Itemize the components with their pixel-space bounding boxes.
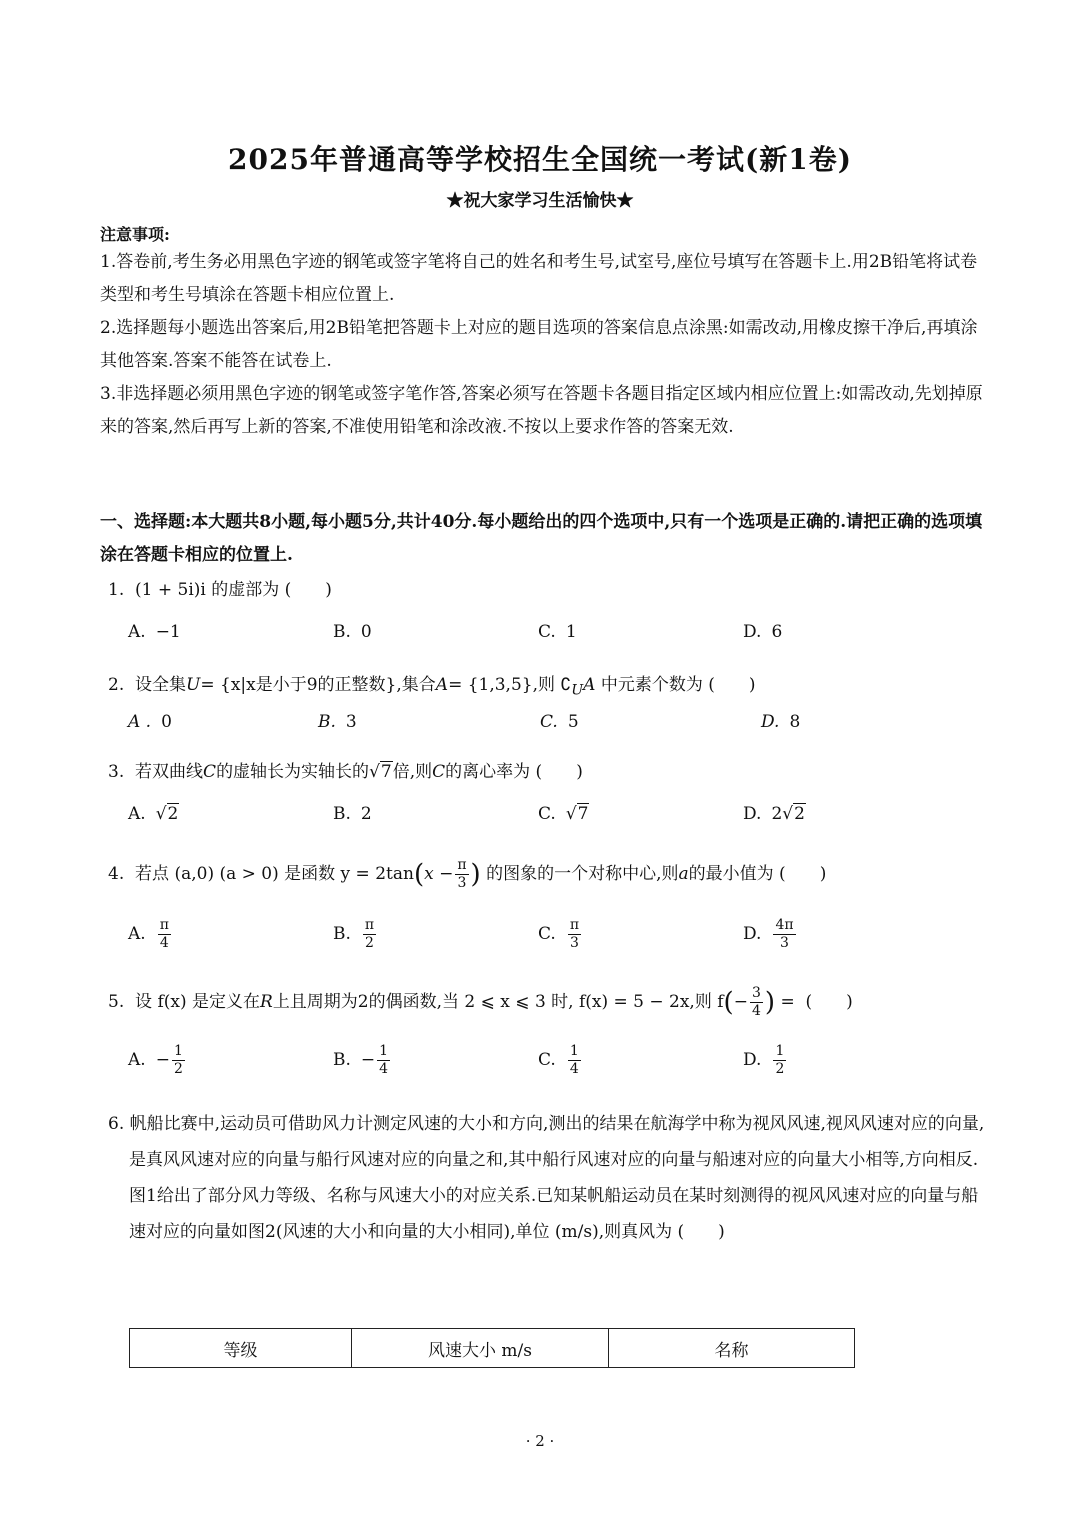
option-a[interactable] [128, 904, 173, 964]
notice-list [100, 246, 984, 444]
option-c[interactable] [538, 1030, 583, 1090]
option-text: 0 [360, 622, 372, 642]
option-c[interactable] [538, 904, 583, 964]
table-header-cell: 风速大小 m/s [352, 1329, 609, 1368]
option-text: 2 [360, 804, 372, 824]
question-3-stem [108, 760, 583, 784]
option-label: B. [318, 712, 336, 732]
question-6-body [108, 1106, 988, 1250]
option-label: A. [128, 804, 146, 824]
question-text: 的图象的一个对称中心,则 [486, 864, 679, 884]
option-label: C. [538, 924, 556, 944]
question-text: 的离心率为 ( ) [445, 762, 583, 782]
radicand: 2 [794, 804, 805, 824]
exam-subtitle: ★祝大家学习生活愉快★ [446, 191, 634, 211]
option-label: C. [540, 712, 558, 732]
option-d[interactable] [761, 692, 800, 752]
option-a[interactable] [128, 692, 172, 752]
sqrt-symbol: √7 [565, 804, 589, 824]
fraction [568, 1043, 581, 1078]
fraction [455, 857, 468, 892]
numerator: 4π [775, 916, 794, 933]
option-sign: − [360, 1050, 376, 1070]
question-text: 中元素个数为 ( ) [600, 675, 756, 695]
question-number: 4. [108, 864, 125, 884]
fraction [377, 1043, 390, 1078]
denominator: 2 [365, 934, 374, 951]
option-d[interactable]: D. 2 √2 [743, 804, 805, 824]
question-6 [108, 1106, 988, 1250]
question-number: 3. [108, 762, 125, 782]
denominator: 2 [775, 1060, 785, 1077]
question-text: 帆船比赛中,运动员可借助风力计测定风速的大小和方向,测出的结果在航海学中称为视风风速,视风风速对应的向量,是真风风速对应的向量与船行风速对应的向量之和,其中船行风速对应的向量与船速对应的向量大小相等,方向相反.图1给出了部分风力等级、名称与风速大小的对应关系.已知某帆船运动员在某时刻测得的视风风速对应的向量与船速对应的向量如图2(风速的大小和向量的大小相同),单位 (m/s),则真风为 ( ) [129, 1114, 985, 1242]
notice-item: 2.选择题每小题选出答案后,用2B铅笔把答题卡上对应的题目选项的答案信息点涂黑:如需改动,用橡皮擦干净后,再填涂其他答案.答案不能答在试卷上. [100, 318, 978, 371]
fraction [750, 985, 763, 1020]
option-label: B. [333, 924, 351, 944]
option-text: 1 [565, 622, 577, 642]
numerator: 1 [775, 1042, 785, 1059]
question-math: x − [424, 864, 454, 884]
section-heading: 一、选择题:本大题共8小题,每小题5分,共计40分.每小题给出的四个选项中,只有一个选项是正确的.请把正确的选项填涂在答题卡相应的位置上. [100, 512, 983, 565]
numerator: 3 [751, 985, 761, 1001]
question-1-stem [108, 578, 332, 602]
page-number: · 2 · [525, 1432, 555, 1450]
option-a[interactable] [128, 1030, 187, 1090]
question-5-options [128, 1030, 948, 1090]
question-text: 上且周期为2的偶函数,当 2 ⩽ x ⩽ 3 时, f(x) = 5 − 2x,则 f [272, 992, 724, 1012]
option-text: 6 [771, 622, 783, 642]
option-b[interactable] [333, 602, 372, 662]
fraction [363, 917, 376, 952]
option-b[interactable] [318, 692, 357, 752]
table-header-cell: 等级 [130, 1329, 352, 1368]
denominator: 3 [569, 934, 579, 951]
numerator: π [364, 916, 375, 933]
option-label: D. [761, 712, 780, 732]
option-d[interactable] [743, 602, 782, 662]
question-number: 2. [108, 675, 125, 695]
numerator: 1 [569, 1042, 579, 1059]
notice-item: 3.非选择题必须用黑色字迹的钢笔或签字笔作答,答案必须写在答题卡各题目指定区域内相应位置上:如需改动,先划掉原来的答案,然后再写上新的答案,不准使用铅笔和涂改液.不按以上要求作答的答案无效. [100, 384, 983, 437]
option-label: A. [128, 924, 146, 944]
option-label: D. [743, 804, 762, 824]
sqrt-symbol: √2 [782, 804, 805, 824]
denominator: 4 [751, 1003, 761, 1019]
sqrt-symbol: √2 [155, 804, 179, 824]
numerator: π [159, 916, 169, 933]
sqrt-symbol: √7 [369, 762, 392, 782]
option-label: B. [333, 804, 351, 824]
fraction [773, 917, 795, 952]
option-a[interactable] [128, 784, 179, 844]
radicand: 2 [167, 804, 179, 824]
numerator: π [569, 916, 580, 933]
option-text: 0 [161, 712, 172, 732]
question-math: a [678, 864, 689, 884]
question-text: 的最小值为 ( ) [688, 864, 827, 884]
question-text: = [780, 992, 795, 1012]
question-math: − [733, 992, 748, 1012]
option-label: D. [743, 1050, 762, 1070]
denominator: 4 [569, 1060, 579, 1077]
option-label: A . [128, 712, 152, 732]
option-text: 3 [345, 712, 357, 732]
fraction [773, 1043, 786, 1078]
radicand: 7 [577, 804, 589, 824]
question-text: 若双曲线 [135, 762, 204, 782]
denominator: 3 [780, 934, 789, 951]
denominator: 3 [457, 875, 467, 891]
option-a[interactable] [128, 602, 181, 662]
denominator: 4 [159, 934, 169, 951]
option-c[interactable] [540, 692, 579, 752]
radicand: 7 [380, 762, 392, 782]
denominator: 4 [379, 1060, 389, 1077]
denominator: 2 [173, 1060, 183, 1077]
question-text: = {x|x是小于9的正整数},集合 [200, 675, 436, 695]
question-3-options [128, 784, 948, 844]
option-label: A. [128, 622, 146, 642]
question-text: 的虚轴长为实轴长的 [216, 762, 370, 782]
option-sign: − [155, 1050, 170, 1070]
option-label: C. [538, 1050, 556, 1070]
option-d[interactable] [743, 904, 798, 964]
option-label: D. [743, 924, 762, 944]
wind-level-table [129, 1328, 855, 1368]
numerator: 1 [379, 1042, 389, 1059]
option-c[interactable] [538, 784, 589, 844]
question-text: 设 f(x) 是定义在 [135, 992, 260, 1012]
notice-item: 1.答卷前,考生务必用黑色字迹的钢笔或签字笔将自己的姓名和考生号,试室号,座位号填写在答题卡上.用2B铅笔将试卷类型和考生号填涂在答题卡相应位置上. [100, 252, 978, 305]
option-c[interactable] [538, 602, 577, 662]
option-d[interactable] [743, 1030, 788, 1090]
question-math: U [186, 675, 201, 695]
question-1-options [128, 602, 948, 662]
option-label: B. [333, 622, 351, 642]
table-header-row [130, 1329, 855, 1368]
exam-title: 2025年普通高等学校招生全国统一考试(新1卷) [228, 143, 852, 176]
fraction [172, 1043, 185, 1078]
option-label: C. [538, 804, 556, 824]
question-text: 倍,则 [392, 762, 433, 782]
question-math: A [435, 675, 449, 695]
question-4-options [128, 904, 948, 964]
numerator: 1 [173, 1042, 183, 1059]
question-math: C [432, 762, 446, 782]
table-header-cell: 名称 [609, 1329, 855, 1368]
question-number: 6. [108, 1114, 125, 1134]
notice-heading: 注意事项: [100, 225, 170, 244]
question-math: C [203, 762, 217, 782]
option-text: 8 [789, 712, 801, 732]
fraction [568, 917, 581, 952]
question-5-stem: 5. 设 f(x) 是定义在R上且周期为2的偶函数,当 2 ⩽ x ⩽ 3 时, f(x) = 5 − 2x,则 f(− $\frac{3}{4}$ ) = ( ) [108, 985, 853, 1019]
option-b[interactable] [333, 784, 372, 844]
option-label: A. [128, 1050, 146, 1070]
question-text: ( ) [805, 992, 853, 1012]
question-4-stem: 4. 若点 (a,0) (a > 0) 是函数 y = 2tan(x − $\frac{\pi}{3}$ ) 的图象的一个对称中心,则a的最小值为 ( ) [108, 857, 827, 891]
fraction [158, 917, 171, 952]
question-math: A [583, 675, 596, 695]
question-math: R [260, 992, 273, 1012]
option-text: −1 [155, 622, 181, 642]
question-text: 设全集 [135, 675, 187, 695]
option-b[interactable] [333, 1030, 392, 1090]
option-label: B. [333, 1050, 351, 1070]
option-label: C. [538, 622, 556, 642]
numerator: π [457, 857, 467, 873]
option-text: 5 [567, 712, 579, 732]
question-number: 5. [108, 992, 125, 1012]
question-text: = {1,3,5},则 ∁ [448, 675, 572, 695]
question-number: 1. [108, 580, 125, 600]
question-text: 若点 (a,0) (a > 0) 是函数 y = 2tan [135, 864, 414, 884]
question-math: U [571, 682, 584, 699]
question-2-options [128, 692, 948, 752]
option-label: D. [743, 622, 762, 642]
question-text: (1 + 5i)i 的虚部为 ( ) [135, 580, 332, 600]
option-b[interactable] [333, 904, 378, 964]
